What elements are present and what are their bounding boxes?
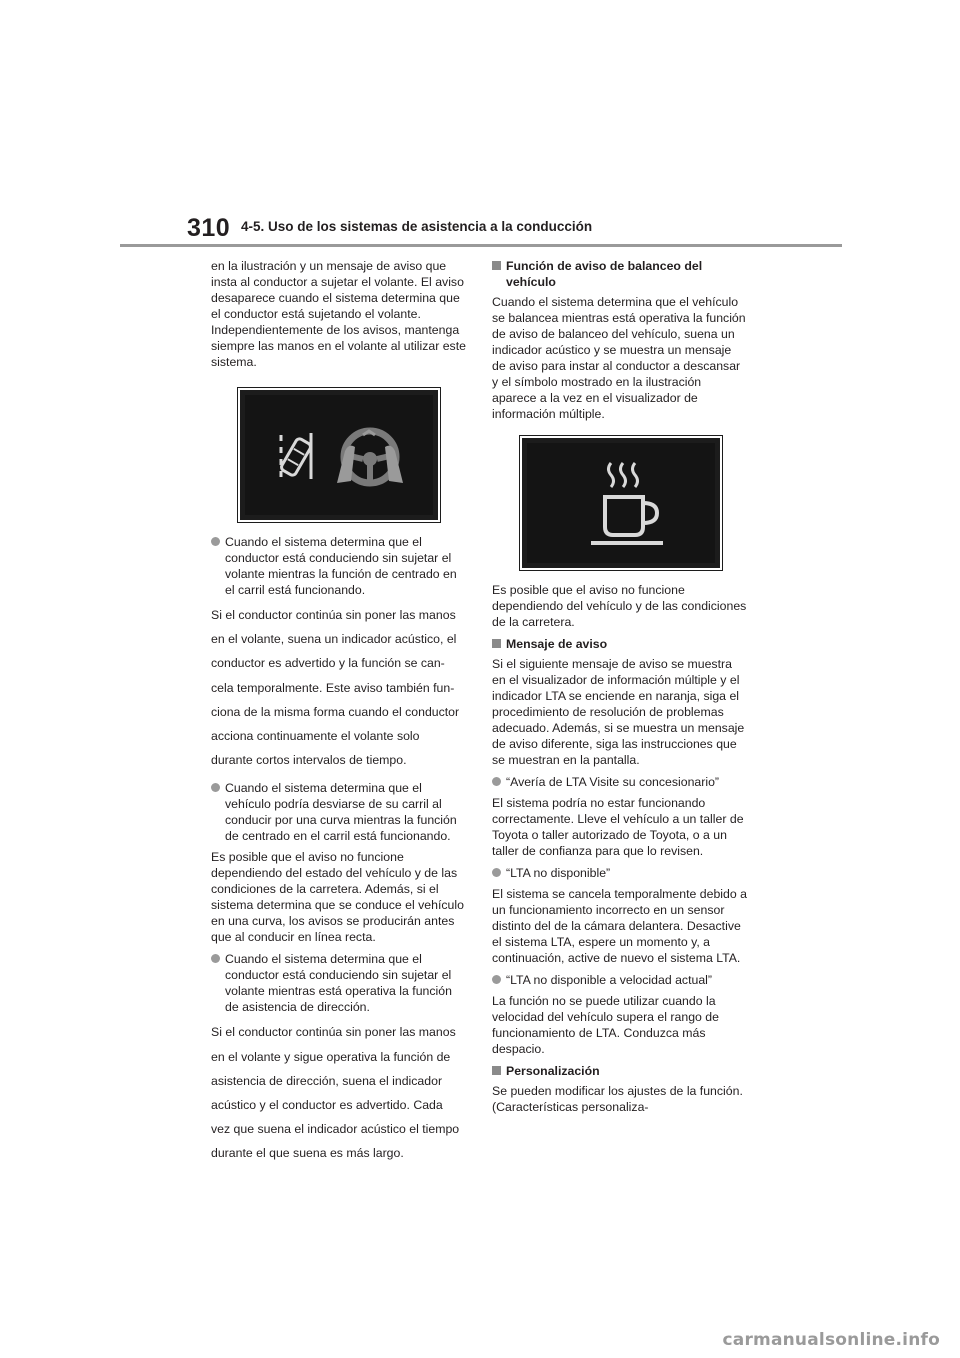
subheading-customization <box>492 1063 748 1079</box>
text-line: durante cortos intervalos de tiempo. <box>211 753 407 768</box>
paragraph-warning-message: Si el siguiente mensaje de aviso se muestra en el visualizador de información múltiple y el indicador LTA se enciende en naranja, siga el procedimiento de resolución de problemas adecuado. Además, si se muestra un mensaje de aviso diferente, siga las instrucciones que se muestran en la pantalla. <box>492 657 745 767</box>
text-line: Si el conductor continúa sin poner las manos <box>211 1025 456 1040</box>
page-number: 310 <box>187 214 231 242</box>
text-line: en el volante y sigue operativa la función de <box>211 1049 451 1064</box>
bullet-text: “LTA no disponible” <box>506 866 611 880</box>
display-screen <box>245 395 433 515</box>
text-line: cela temporalmente. Este aviso también fun- <box>211 680 455 695</box>
paragraph-lta-fault: El sistema podría no estar funcionando correctamente. Lleve el vehículo a un taller de Toyota o taller autorizado de Toyota, o a un taller de confianza para que lo revisen. <box>492 796 744 858</box>
subheading-warning-message <box>492 636 748 652</box>
hands-on-wheel-icon <box>337 431 403 483</box>
text-line: durante el que suena es más largo. <box>211 1146 404 1161</box>
bullet-text: “LTA no disponible a velocidad actual” <box>506 973 712 987</box>
subheading-text: Mensaje de aviso <box>506 637 608 651</box>
coffee-cup-icon <box>527 443 715 563</box>
paragraph-lta-speed: La función no se puede utilizar cuando la velocidad del vehículo supera el rango de funcionamiento de LTA. Conduzca más despacio. <box>492 994 719 1056</box>
bullet-curve-departure <box>211 780 467 844</box>
paragraph-customization: Se pueden modificar los ajustes de la función. (Características personaliza- <box>492 1084 743 1114</box>
text-line: vez que suena el indicador acústico el tiempo <box>211 1122 460 1137</box>
text-line: ciona de la misma forma cuando el conductor <box>211 704 460 719</box>
text-line: conductor es advertido y la función se can- <box>211 656 445 671</box>
bullet-dot-icon <box>211 783 220 792</box>
bullet-dot-icon <box>211 954 220 963</box>
bullet-dot-icon <box>492 868 501 877</box>
bullet-text: “Avería de LTA Visite su concesionario” <box>506 775 720 789</box>
subheading-text: Función de aviso de balanceo del vehículo <box>506 259 703 289</box>
bullet-lta-fault <box>492 774 748 790</box>
watermark: carmanualsonline.info <box>722 1330 940 1350</box>
square-bullet-icon <box>492 261 501 270</box>
square-bullet-icon <box>492 639 501 648</box>
bullet-dot-icon <box>492 975 501 984</box>
bullet-hands-off-centering <box>211 534 467 598</box>
paragraph-curve-warning: Es posible que el aviso no funcione dependiendo del estado del vehículo y de las condiciones de la carretera. Además, si el sistema determina que se conduce el vehículo en una curva, los avisos se producirán antes que al conducir en línea recta. <box>211 850 464 945</box>
text-line: acústico y el conductor es advertido. Cada <box>211 1098 443 1113</box>
subheading-sway-warning <box>492 258 748 290</box>
bullet-text: Cuando el sistema determina que el vehículo podría desviarse de su carril al conducir por una curva mientras la función de centrado en el carril está funcionando. <box>225 781 457 844</box>
paragraph-vehicle-conditions: Es posible que el aviso no funcione dependiendo del vehículo y de las condiciones de la carretera. <box>492 583 747 629</box>
bullet-dot-icon <box>211 537 220 546</box>
bullet-text: Cuando el sistema determina que el conductor está conduciendo sin sujetar el volante mientras la función de centrado en el carril está funcionando. <box>225 535 457 597</box>
right-column <box>492 258 748 1121</box>
bullet-lta-unavailable <box>492 865 748 881</box>
text-line: acciona continuamente el volante solo <box>211 729 420 744</box>
figure-hands-off-warning <box>238 388 440 522</box>
lane-departure-icon <box>280 433 312 479</box>
subheading-text: Personalización <box>506 1064 600 1078</box>
bullet-hands-off-steering <box>211 951 467 1015</box>
text-line: Si el conductor continúa sin poner las manos <box>211 608 456 622</box>
text-line: en el volante, suena un indicador acústico, el <box>211 632 457 647</box>
header-rule <box>120 244 842 247</box>
paragraph-lta-unavailable: El sistema se cancela temporalmente debido a un funcionamiento incorrecto en un sensor distinto del de la cámara delantera. Desactive el sistema LTA, espere un momento y, a continuación, active de nuevo el sistema LTA. <box>492 887 747 965</box>
left-column <box>211 258 467 1166</box>
bullet-text: Cuando el sistema determina que el conductor está conduciendo sin sujetar el volante mientras está operativa la función de asistencia de dirección. <box>225 952 452 1015</box>
paragraph-sway-warning: Cuando el sistema determina que el vehículo se balancea mientras está operativa la función de aviso de balanceo del vehículo, suena un indicador acústico y se muestra un mensaje de aviso para instar al conductor a descansar y el símbolo mostrado en la ilustración aparece a la vez en el visualizador de información múltiple. <box>492 295 746 421</box>
section-title: 4-5. Uso de los sistemas de asistencia a la conducción <box>241 219 593 234</box>
intro-paragraph: en la ilustración y un mensaje de aviso que insta al conductor a sujetar el volante. El aviso desaparece cuando el sistema determina que el conductor está sujetando el volante. Independientemente de los avisos, mantenga siempre las manos en el volante al utilizar este sistema. <box>211 259 466 369</box>
hands-off-illustration <box>245 395 433 515</box>
paragraph-steering-warning <box>211 1020 467 1165</box>
paragraph-hands-off-cancel <box>211 603 467 772</box>
bullet-lta-speed <box>492 972 748 988</box>
square-bullet-icon <box>492 1066 501 1075</box>
display-screen <box>527 443 715 563</box>
figure-coffee-break <box>520 436 722 570</box>
bullet-dot-icon <box>492 777 501 786</box>
text-line: asistencia de dirección, suena el indicador <box>211 1073 443 1088</box>
